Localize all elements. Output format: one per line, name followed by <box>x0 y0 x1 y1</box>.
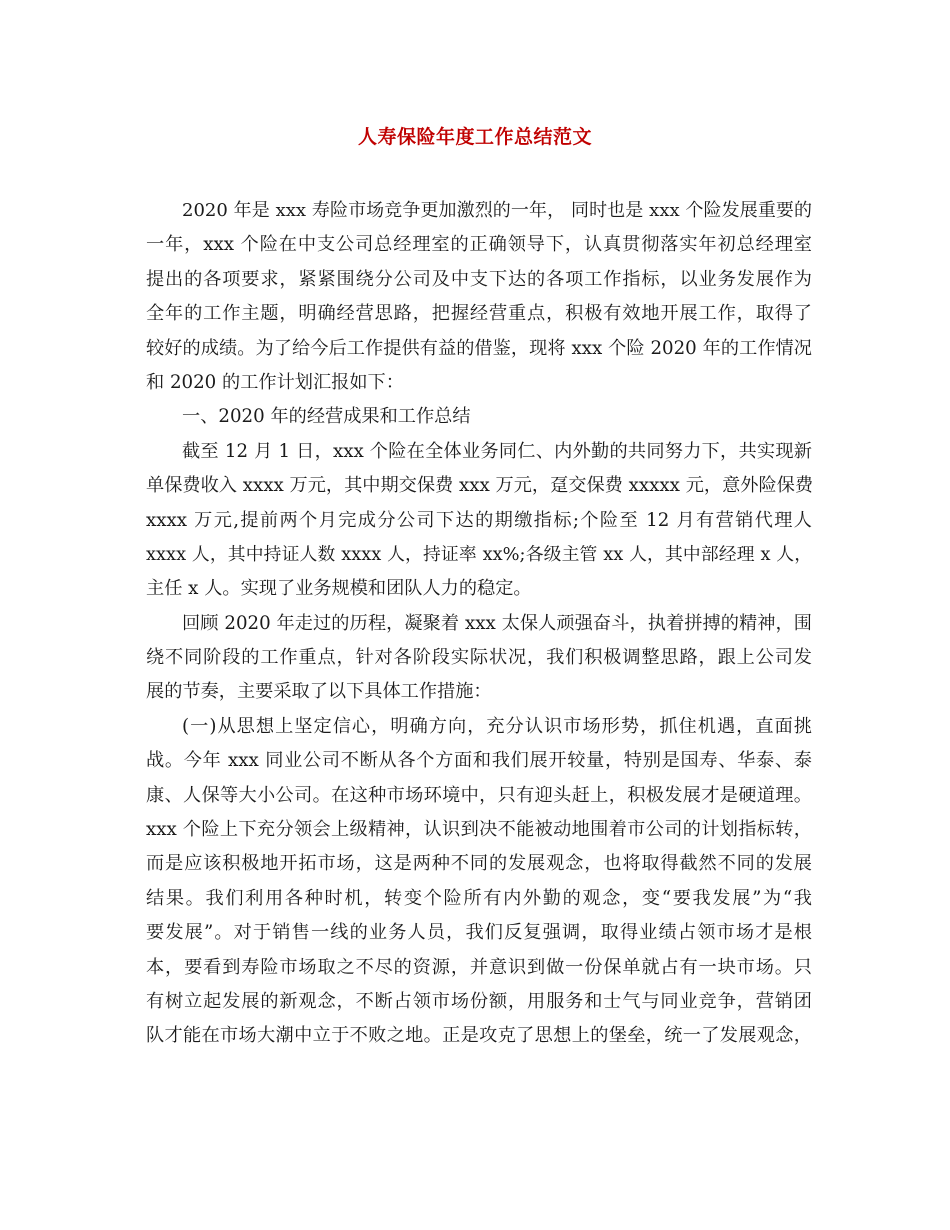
text-line: 康、人保等大小公司。在这种市场环境中，只有迎头赶上，积极发展才是硬道理。 <box>146 784 812 806</box>
text-line: 展的节奏，主要采取了以下具体工作措施： <box>146 681 492 703</box>
text-line: 全年的工作主题，明确经营思路，把握经营重点，积极有效地开展工作，取得了 <box>146 303 812 325</box>
text-line: xxx 个险上下充分领会上级精神，认识到决不能被动地围着市公司的计划指标转， <box>146 819 812 841</box>
text-line: 提出的各项要求，紧紧围绕分公司及中支下达的各项工作指标，以业务发展作为 <box>146 268 812 290</box>
text-line: 较好的成绩。为了给今后工作提供有益的借鉴，现将 xxx 个险 2020 年的工作情况 <box>146 337 812 359</box>
text-line: 战。今年 xxx 同业公司不断从各个方面和我们展开较量，特别是国寿、华泰、泰 <box>146 750 812 772</box>
text-line: 要发展”。对于销售一线的业务人员，我们反复强调，取得业绩占领市场才是根 <box>146 922 812 944</box>
text-line: 绕不同阶段的工作重点，针对各阶段实际状况，我们积极调整思路，跟上公司发 <box>146 647 812 669</box>
text-line: 截至 12 月 1 日，xxx 个险在全体业务同仁、内外勤的共同努力下，共实现新 <box>182 440 812 462</box>
text-line: xxxx 万元,提前两个月完成分公司下达的期缴指标;个险至 12 月有营销代理人 <box>146 509 812 531</box>
text-line: 有树立起发展的新观念，不断占领市场份额，用服务和士气与同业竞争，营销团 <box>146 990 812 1012</box>
text-line: 主任 x 人。实现了业务规模和团队人力的稳定。 <box>146 578 532 600</box>
text-line: 而是应该积极地开拓市场，这是两种不同的发展观念，也将取得截然不同的发展 <box>146 853 812 875</box>
text-line: xxxx 人，其中持证人数 xxxx 人，持证率 xx%;各级主管 xx 人，其中部经理 x 人， <box>146 543 812 565</box>
text-line: 队才能在市场大潮中立于不败之地。正是攻克了思想上的堡垒，统一了发展观念， <box>146 1025 812 1047</box>
text-line: 一年，xxx 个险在中支公司总经理室的正确领导下，认真贯彻落实年初总经理室 <box>146 234 812 256</box>
document-title: 人寿保险年度工作总结范文 <box>357 126 592 148</box>
text-line: 2020 年是 xxx 寿险市场竞争更加激烈的一年， 同时也是 xxx 个险发展重要的 <box>182 200 812 221</box>
document-body <box>146 194 812 1054</box>
text-line: 单保费收入 xxxx 万元，其中期交保费 xxx 万元，趸交保费 xxxxx 元，意外险保费 <box>146 475 814 497</box>
text-line: (一)从思想上坚定信心，明确方向，充分认识市场形势，抓住机遇，直面挑 <box>182 715 812 737</box>
text-line: 和 2020 的工作计划汇报如下： <box>146 371 404 393</box>
text-line: 回顾 2020 年走过的历程，凝聚着 xxx 太保人顽强奋斗，执着拼搏的精神，围 <box>182 612 812 634</box>
text-line: 本，要看到寿险市场取之不尽的资源，并意识到做一份保单就占有一块市场。只 <box>146 956 812 978</box>
text-line: 一、2020 年的经营成果和工作总结 <box>182 406 471 428</box>
text-line: 结果。我们利用各种时机，转变个险所有内外勤的观念，变“要我发展”为“我 <box>146 887 812 909</box>
